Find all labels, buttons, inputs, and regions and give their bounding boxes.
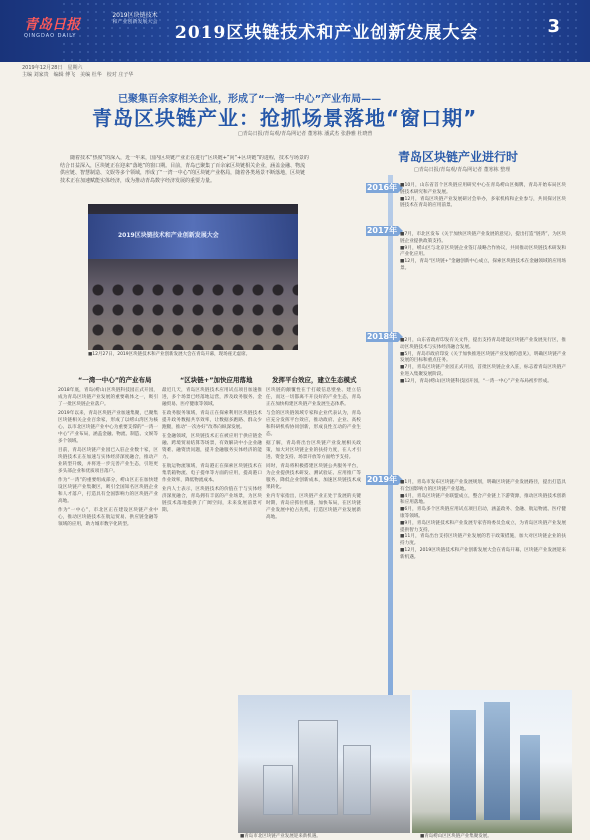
year-tab-2018: 2018年: [366, 332, 398, 341]
audience: [88, 280, 298, 350]
timeline-entry: ■12月，青岛(崂山)区块链科技园开园，“一湾一中心”产业布局初步形成。: [400, 378, 552, 384]
column-2-heading: “区块链+”加快应用落地: [180, 376, 253, 384]
column-3-paragraph: 区块链的颠覆性在于打破信息壁垒、建立信任，而这一切都离不开良好的产业生态，青岛正在加快构建区块链产业发展生态体系。: [266, 388, 361, 407]
column-1-paragraph: 2018年底，青岛(崂山)区块链科技园正式开园，成为青岛区块链产业发展的重要载体之一，吸引了一批区块链企业落户。: [58, 388, 158, 407]
column-2-paragraph: 在航运物流领域，青岛港正在探索区块链技术在集装箱物流、电子提单等方面的应用，提高港口作业效率，降低物流成本。: [162, 464, 262, 483]
column-3-paragraph: 业内专家指出，区块链产业正处于发展的关键时期，青岛应抓住机遇，加快布局，在区块链产业发展中抢占先机，打造区块链产业发展新高地。: [266, 494, 361, 520]
timeline-entry: ■12月，青岛“区块链+”金融创新中心成立，探索区块链技术在金融领域的应用场景。: [400, 259, 566, 271]
conference-photo: [88, 204, 298, 350]
towers-photo-caption: ■青岛崂山区区块链产业集聚发展。: [420, 834, 492, 839]
timeline-entry: ■5月，青岛市政府印发《关于加快推进区块链产业发展的意见》，明确区块链产业发展的目标和重点任务。: [400, 351, 566, 364]
badge-line-1: 2019区块链技术: [112, 12, 158, 19]
timeline-byline: □青岛日报/青岛观/青岛网记者 董寒栋 整理: [414, 167, 511, 173]
column-2-paragraph: 在政务服务领域，青岛正在探索利用区块链技术提升政务数据共享效率，让数据多跑路、群众少跑腿，推动“一次办好”改革向纵深发展。: [162, 411, 262, 430]
column-1-paragraph: 作为“一湾”的重要组成部分，崂山区正在加快建设区块链产业集聚区，吸引全国知名区块链企业和人才落户，打造具有全国影响力的区块链产业高地。: [58, 478, 158, 504]
timeline-title: 青岛区块链产业进行时: [398, 150, 519, 164]
timeline-entry-group-2018: [400, 338, 566, 386]
column-3-heading: 发挥平台效应，建立生态模式: [272, 376, 357, 384]
tower: [450, 710, 476, 820]
timeline-entry: ■12月，青岛区块链产业发展研讨会举办，多家机构和企业参与，共同探讨区块链技术在青岛的应用前景。: [400, 196, 566, 209]
conference-badge: [102, 12, 168, 52]
column-3-paragraph: 与会的区块链领域专家和企业代表认为，青岛应充分发挥平台效应，推动政府、企业、高校和科研机构协同创新，形成良性互动的产业生态。: [266, 411, 361, 437]
stage-screen-text: 2019区块链技术和产业创新发展大会: [118, 232, 219, 239]
column-1-paragraph: 作为“一中心”，市北区正在建设区块链产业中心，推动区块链技术在航运贸易、供应链金融等领域的应用，助力城市数字化转型。: [58, 508, 158, 527]
newspaper-logo-sub: QINGDAO DAILY: [24, 33, 77, 39]
timeline-entry: ■7月，青岛区块链产业园正式开园，首批区块链企业入驻，标志着青岛区块链产业进入集聚发展阶段。: [400, 365, 566, 377]
tower: [520, 735, 540, 820]
district-photo: [238, 695, 410, 833]
building: [298, 720, 338, 815]
column-1-paragraph: 2019年以来，青岛区块链产业加速集聚，已聚集区块链相关企业百余家，形成了以崂山湾区为核心、以市北区块链产业中心为重要支撑的“一湾一中心”产业布局，涵盖金融、物流、制造、文娱等多个领域。: [58, 411, 158, 444]
column-1-body: [58, 387, 158, 832]
banner-title: 2019区块链技术和产业创新发展大会: [175, 23, 479, 43]
article-byline: □青岛日报/青岛观/青岛网记者 董寒栋 潘武杰 张静雅 杜晓曾: [238, 131, 373, 137]
column-2-paragraph: 在金融领域，区块链技术正在被应用于供应链金融、跨境贸易结算等场景，有效解决中小企业融资难、融资贵问题，提升金融服务实体经济的能力。: [162, 434, 262, 460]
timeline-entry-group-2019: [400, 480, 566, 562]
header-banner: [0, 0, 590, 62]
badge-line-2: 和产业创新发展大会: [112, 19, 158, 25]
timeline-entry: ■4月，青岛区块链产业联盟成立，整合产业链上下游资源，推动区块链技术创新和应用落地。: [400, 493, 566, 506]
column-3-paragraph: 同时，青岛将积极搭建区块链公共服务平台，为企业提供技术研发、测试验证、应用推广等服务，降低企业创新成本，加速区块链技术成果转化。: [266, 464, 361, 490]
timeline-entry: ■10月，山东省首个区块链应用研究中心在青岛崂山区揭牌，青岛开始布局区块链技术研究和产业发展。: [400, 183, 566, 195]
column-3-body: [266, 387, 361, 692]
timeline-entry-group-2017: [400, 232, 566, 273]
column-1-heading: “一湾一中心”的产业布局: [78, 376, 152, 384]
article-title: 青岛区块链产业：抢抓场景落地“窗口期”: [92, 106, 478, 130]
timeline-entry: ■7月，市北区发布《关于加快区块链产业发展的意见》，提出打造“链湾”，为区块链企业提供政策支持。: [400, 232, 566, 244]
issue-meta: [22, 65, 133, 79]
tower: [484, 702, 510, 820]
timeline-entry: ■1月，青岛市发布区块链产业发展规划，明确区块链产业发展路径，提出打造具有全国影响力的区块链产业基地。: [400, 480, 566, 492]
building: [343, 745, 371, 815]
year-tab-2019: 2019年: [366, 475, 398, 484]
timeline-entry-group-2016: [400, 183, 566, 210]
article-subtitle: 已聚集百余家相关企业，形成了“一湾一中心”产业布局——: [118, 94, 382, 105]
year-tab-2016: 2016年: [366, 183, 398, 192]
editor-credits: 主编 刘家贵 编辑 傅飞 美编 杜华 校对 庄子华: [22, 72, 134, 78]
page-number: 3: [547, 16, 560, 37]
column-3-paragraph: 据了解，青岛将出台区块链产业发展相关政策，加大对区块链企业的扶持力度，在人才引进、资金支持、场景开放等方面给予支持。: [266, 441, 361, 460]
timeline-entry: ■12月，2019区块链技术和产业创新发展大会在青岛开幕，区块链产业发展迎来新机遇。: [400, 547, 566, 560]
timeline-entry: ■6月，青岛多个区块链应用试点项目启动，涵盖政务、金融、航运物流、医疗健康等领域。: [400, 507, 566, 519]
photo-caption: ■12月27日，2019区块链技术和产业创新发展大会在青岛开幕，现场座无虚席。: [88, 352, 251, 357]
timeline-entry: ■9月，青岛区块链技术和产业发展专家咨询委员会成立，为青岛区块链产业发展提供智力支持。: [400, 520, 566, 533]
timeline-entry: ■11月，青岛出台支持区块链产业发展的若干政策措施，加大对区块链企业的扶持力度。: [400, 534, 566, 547]
column-2-paragraph: 业内人士表示，区块链技术的价值在于与实体经济深度融合，青岛拥有丰富的产业场景，为区块链技术落地提供了广阔空间，未来发展前景可期。: [162, 487, 262, 513]
column-2-body: [162, 387, 262, 692]
timeline-entry: ■9月，崂山区与北京区块链企业签订战略合作协议，共同推动区块链技术研发和产业化应用。: [400, 245, 566, 258]
column-1-paragraph: 目前，青岛区块链产业园已入驻企业数十家，区块链技术正在加速与实体经济深度融合，推动产业转型升级，并将进一步完善产业生态，引进更多头部企业和优质项目落户。: [58, 448, 158, 474]
article-intro: 随着技术“热度”的深入，近一年来，国内区块链产业正在进行“区块链+”向“+区块链”的进程，技术与场景的结合日益深入，区块链正在迎来“落地”的窗口期。目前，青岛已聚集了百余家区块链相关企业，涵盖金融、物流供应链、智慧制造、文娱等多个领域，形成了“一湾一中心”的区块链产业格局，随着各类场景不断落地，区块链技术正在加速赋能实体经济，成为推动青岛数字经济发展的重要力量。: [60, 155, 309, 184]
district-photo-caption: ■青岛市北区块链产业发展迎来新机遇。: [240, 834, 321, 839]
towers-photo: [412, 690, 572, 833]
issue-date: 2019年12月28日 星期六: [22, 65, 83, 71]
timeline-entry: ■2月，山东省政府印发有关文件，提出支持青岛建设区块链产业发展先行区，推动区块链技术与实体经济融合发展。: [400, 338, 566, 350]
year-tab-2017: 2017年: [366, 226, 398, 235]
building: [263, 765, 293, 815]
newspaper-logo: 青岛日报: [24, 17, 80, 33]
column-2-paragraph: 最近几天，青岛区块链技术应用试点项目加速推进，多个场景已经落地运营，涉及政务服务、金融贸易、医疗健康等领域。: [162, 388, 262, 407]
